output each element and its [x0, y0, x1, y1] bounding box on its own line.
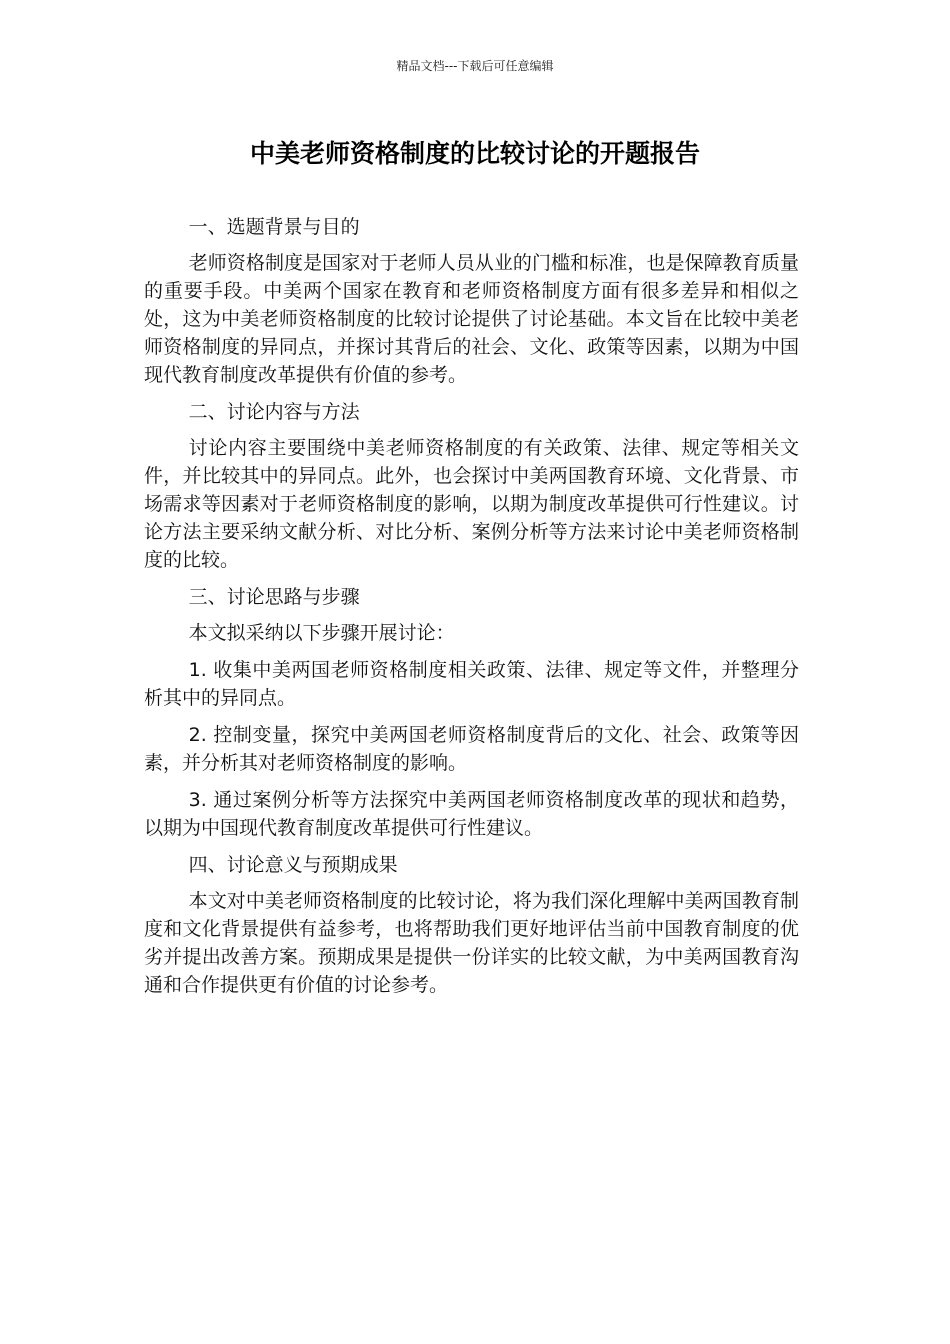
- section-approach-steps: [144, 583, 799, 842]
- section-heading: 三、讨论思路与步骤: [188, 586, 360, 608]
- section-background: [144, 213, 799, 389]
- step-item: 2. 控制变量，探究中美两国老师资格制度背后的文化、社会、政策等因素，并分析其对老师资格制度的影响。: [144, 724, 799, 774]
- paragraph: 老师资格制度是国家对于老师人员从业的门槛和标准，也是保障教育质量的重要手段。中美两个国家在教育和老师资格制度方面有很多差异和相似之处，这为中美老师资格制度的比较讨论提供了讨论基础。本文旨在比较中美老师资格制度的异同点，并探讨其背后的社会、文化、政策等因素，以期为中国现代教育制度改革提供有价值的参考。: [144, 252, 799, 386]
- section-heading: 四、讨论意义与预期成果: [188, 854, 398, 876]
- section-significance-outcomes: [144, 851, 799, 999]
- step-item: 1. 收集中美两国老师资格制度相关政策、法律、规定等文件，并整理分析其中的异同点。: [144, 659, 799, 709]
- paragraph: 讨论内容主要围绕中美老师资格制度的有关政策、法律、规定等相关文件，并比较其中的异同点。此外，也会探讨中美两国教育环境、文化背景、市场需求等因素对于老师资格制度的影响，以期为制度改革提供可行性建议。讨论方法主要采纳文献分析、对比分析、案例分析等方法来讨论中美老师资格制度的比较。: [144, 437, 799, 571]
- step-item: 3. 通过案例分析等方法探究中美两国老师资格制度改革的现状和趋势，以期为中国现代教育制度改革提供可行性建议。: [144, 789, 799, 839]
- page-header: 精品文档---下载后可任意编辑: [396, 59, 554, 73]
- section-heading: 二、讨论内容与方法: [188, 401, 360, 423]
- document-body: [144, 213, 799, 1008]
- paragraph: 本文拟采纳以下步骤开展讨论：: [188, 622, 455, 644]
- document-title: 中美老师资格制度的比较讨论的开题报告: [249, 139, 700, 168]
- section-heading: 一、选题背景与目的: [188, 216, 360, 238]
- paragraph: 本文对中美老师资格制度的比较讨论，将为我们深化理解中美两国教育制度和文化背景提供有益参考，也将帮助我们更好地评估当前中国教育制度的优劣并提出改善方案。预期成果是提供一份详实的比较文献，为中美两国教育沟通和合作提供更有价值的讨论参考。: [144, 890, 799, 996]
- section-content-method: [144, 398, 799, 574]
